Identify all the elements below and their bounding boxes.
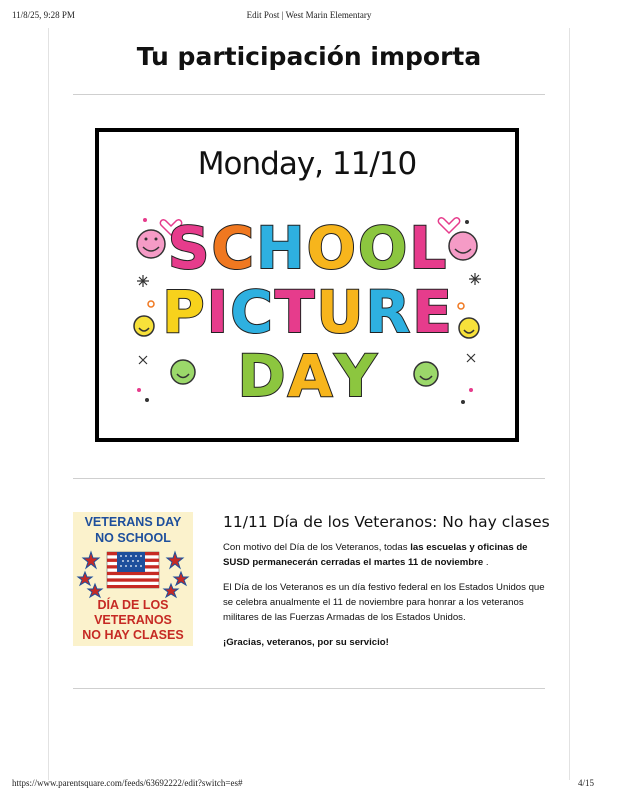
flyer-letter: U — [316, 278, 364, 346]
flyer-letter: Y — [334, 342, 377, 410]
flyer-letter: I — [206, 278, 229, 346]
print-footer — [12, 778, 606, 792]
veterans-day-section — [223, 512, 553, 660]
print-timestamp: 11/8/25, 9:28 PM — [12, 10, 75, 20]
flyer-letter: A — [287, 342, 333, 410]
flyer-letter: T — [274, 278, 315, 346]
flyer-letter: D — [237, 342, 286, 410]
flyer-letter: O — [357, 214, 408, 282]
divider — [73, 94, 545, 95]
flyer-letter: P — [162, 278, 205, 346]
flyer-letter: H — [256, 214, 305, 282]
veterans-image-top-text: VETERANS DAY NO SCHOOL — [84, 515, 182, 545]
post-card — [49, 28, 569, 780]
print-url: https://www.parentsquare.com/feeds/63692222/edit?switch=es# — [12, 778, 243, 788]
veterans-image-bottom-text: DÍA DE LOS VETERANOS NO HAY CLASES — [82, 598, 184, 642]
flyer-letter: C — [211, 214, 255, 282]
flyer-letter: S — [167, 214, 210, 282]
print-header — [12, 10, 606, 26]
flyer-letter: L — [409, 214, 447, 282]
flyer-word-day — [99, 342, 515, 410]
flyer-letter: E — [412, 278, 452, 346]
flyer-word-picture — [99, 278, 515, 346]
flyer-letter: C — [230, 278, 273, 346]
picture-day-flyer — [95, 128, 519, 442]
divider — [73, 688, 545, 689]
veterans-thanks: ¡Gracias, veteranos, por su servicio! — [223, 637, 389, 648]
veterans-day-image — [73, 512, 193, 646]
flyer-date: Monday, 11/10 — [197, 146, 417, 182]
veterans-heading: 11/11 Día de los Veteranos: No hay clases — [223, 513, 550, 531]
veterans-paragraph-2: El Día de los Veteranos es un día festivo federal en los Estados Unidos que se celebra anualmente el 11 de noviembre para honrar a los veteranos militares de las Fuerzas Armadas de los Estados Unidos. — [223, 582, 545, 623]
veterans-paragraph-1: Con motivo del Día de los Veteranos, todas las escuelas y oficinas de SUSD permanecerán cerradas el martes 11 de noviembre . — [223, 542, 528, 568]
print-page-title: Edit Post | West Marin Elementary — [246, 10, 372, 20]
post-title: Tu participación importa — [136, 42, 482, 71]
print-page-number: 4/15 — [577, 778, 594, 788]
content-border-right — [569, 28, 570, 780]
flyer-letter: R — [365, 278, 411, 346]
flyer-word-school — [99, 214, 515, 282]
flyer-letter: O — [306, 214, 356, 282]
divider — [73, 478, 545, 479]
